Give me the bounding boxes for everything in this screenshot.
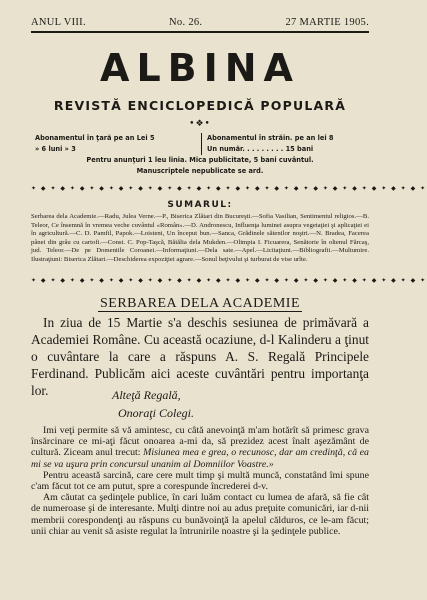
- article-title-text: SERBAREA DELA ACADEMIE: [99, 296, 300, 311]
- single-issue-price: Un număr. . . . . . . . . 15 bani: [207, 145, 314, 153]
- paragraph-1: [31, 425, 369, 470]
- article-body: [31, 425, 369, 537]
- paragraph-1-quote: Misiunea mea e grea, o recunosc, dar am credinţă, că ea mi se va uşura prin concursul unanim al Domniilor Voastre.»: [31, 447, 369, 470]
- paragraph-1-text: Imi veţi permite să vă amintesc, cu câtă anevoinţă m'am hotărît să primesc grava însărcinare ce mi-aţi făcut onoarea a-mi da, să prezidez acest înalt aşezământ de cultură. Ziceam anul trecut:: [31, 425, 369, 459]
- ornament-divider: •❖•: [189, 119, 211, 129]
- subscription-foreign: [202, 133, 369, 155]
- issue-header: [31, 17, 369, 28]
- issue-date: 27 MARTIE 1905.: [285, 17, 369, 28]
- ornament-band: ✦ ◆ ✦ ◆ ✦ ◆ ✦ ◆ ✦ ◆ ✦ ◆ ✦ ◆ ✦ ◆ ✦ ◆ ✦ ◆ ✦ ◆ ✦ ◆ ✦ ◆ ✦ ◆ ✦ ◆ ✦ ◆ ✦ ◆ ✦ ◆ ✦ ◆ ✦ ◆ ✦: [31, 185, 427, 192]
- manuscripts-note: Manuscriptele nepublicate se ard.: [136, 167, 264, 175]
- subscription-foreign-year: Abonamentul în străin. pe an lei 8: [207, 134, 334, 142]
- subscription-domestic-year: Abonamentul în ţară pe an Lei 5: [35, 134, 155, 142]
- salutation-colleagues: Onoraţi Colegi.: [118, 406, 195, 420]
- volume-label: ANUL VIII.: [31, 17, 86, 28]
- article-lead: In ziua de 15 Martie s'a deschis sesiunea de primăvară a Academiei Române. Cu această ocaziune, d-l Kalinderu a ţinut o cuvântare la care a răspuns A. S. Regală Principele Ferdinand. Publicăm aici aceste cuvântări pentru importanţa lor.: [31, 315, 369, 398]
- masthead-title: ALBINA: [100, 46, 300, 90]
- summary-text: Serbarea dela Academie.—Radu, Julea Verne.—P., Biserica Zlătari din Bucureşti.—Sofia Vasilian, Sentimentul religios.—B. Teleor, Ce însemnă în vremea veche cuvântul «Român».—D. Andronescu, Influenţa luminei asupra vegetaţiei şi aplicaţiei ei în agricultură.—C. D. Pamfil, Papok.—Loisteni, Un început bun.—Sanca, Grădinele sătenilor noştri.—N. Bradea, Facerea pânei din grâu cu cartofi.—Const. C. Pop-Taşcă, Bătălia dela Mukden.—Olimpia I. Ficuarera, Senătorie în oltenul Fărcaş, jud. Teleor.—De pe Domeniile Coroanei.—Informaţiuni.—Dela sate.—Apel.—Licitaţiuni.—Bibliografii.—Multumire. Ilustraţiuni: Biserica Zlătari.—Deschiderea expoziţiei agrare.—Sonul beţivului şi turburat de vise urîte.: [31, 213, 369, 263]
- paragraph-2: Pentru această sarcină, care cere mult timp şi multă muncă, constatând îmi spune c'am făcut tot ce am putut, spre a corespunde încrederei d-v.: [31, 469, 369, 493]
- masthead-subtitle: REVISTĂ ENCICLOPEDICĂ POPULARĂ: [53, 98, 347, 113]
- paragraph-3: Am căutat ca şedinţele publice, în cari luăm contact cu lumea de afară, să fie cât de numeroase şi de interesante. Mulţi dintre noi au adus preţuite comunicări, iar d-nii membrii corespondenţi au răspuns cu bunăvoinţă la apelul călduros, ce le-am făcut; unii chiar au venit să asiste regulat la întrunirile noastre şi la şedinţele publice.: [31, 492, 369, 537]
- address-block: [112, 386, 194, 422]
- ornament-band-2: ✦ ◆ ✦ ◆ ✦ ◆ ✦ ◆ ✦ ◆ ✦ ◆ ✦ ◆ ✦ ◆ ✦ ◆ ✦ ◆ ✦ ◆ ✦ ◆ ✦ ◆ ✦ ◆ ✦ ◆ ✦ ◆ ✦ ◆ ✦ ◆ ✦ ◆ ✦ ◆ ✦: [31, 277, 427, 284]
- header-rule: [31, 31, 369, 33]
- article-title: [0, 296, 400, 312]
- salutation-highness: Alteţă Regală,: [112, 388, 181, 402]
- subscription-domestic: [31, 133, 202, 155]
- ads-pricing: Pentru anunţuri 1 leu linia. Mica publicitate, 5 bani cuvântul.: [86, 156, 314, 164]
- subscription-box: [31, 133, 369, 177]
- subscription-domestic-6months: » 6 luni » 3: [35, 145, 76, 153]
- summary-heading: SUMARUL:: [167, 200, 233, 210]
- issue-number: No. 26.: [169, 17, 203, 28]
